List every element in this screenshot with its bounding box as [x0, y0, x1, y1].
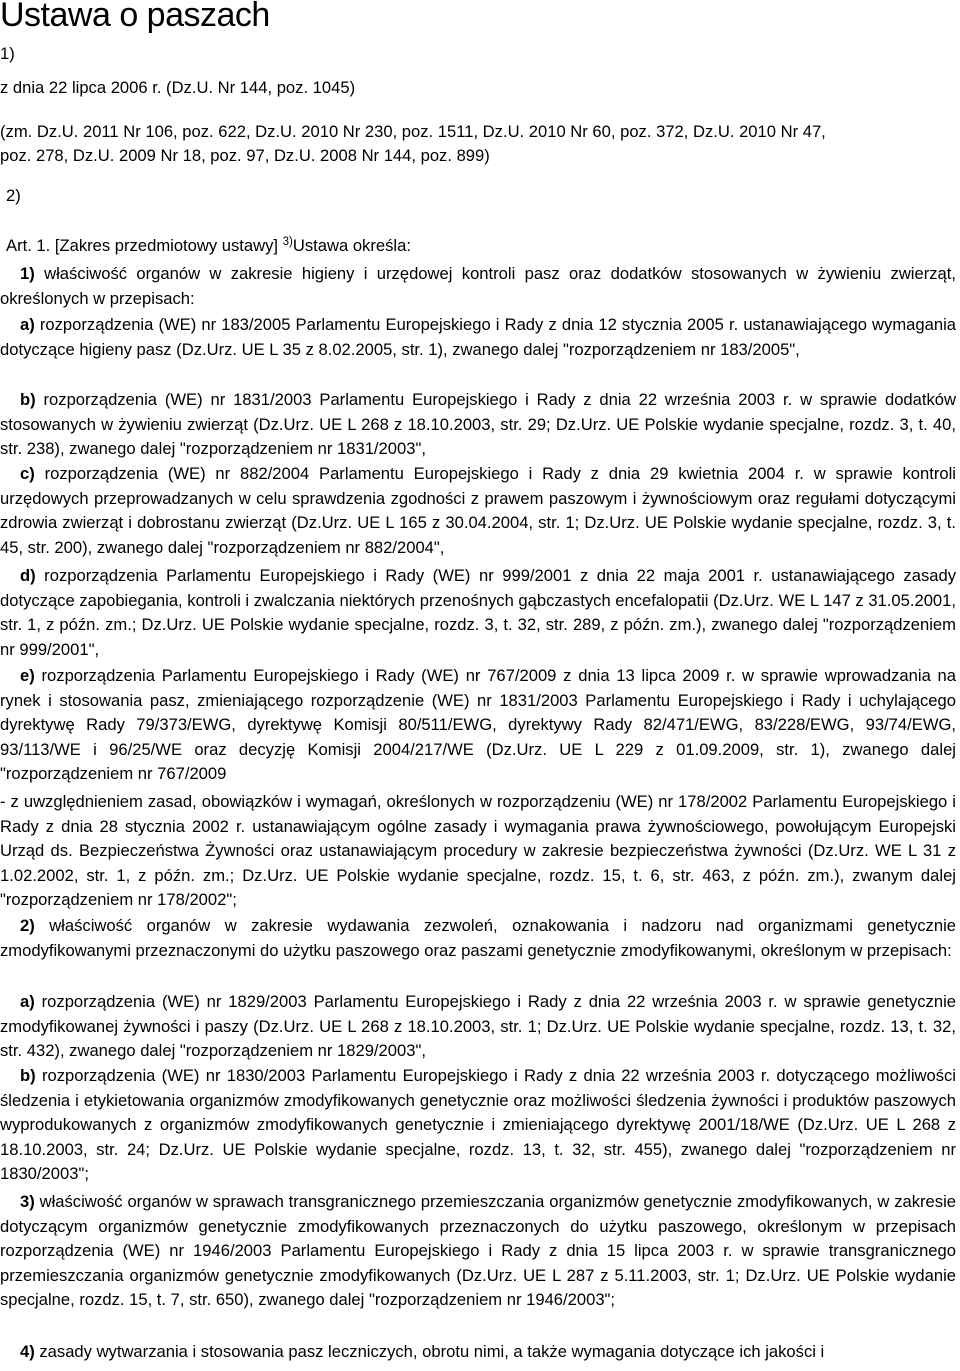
amendments-line-2: poz. 278, Dz.U. 2009 Nr 18, poz. 97, Dz.U. 2008 Nr 144, poz. 899) [0, 146, 490, 165]
paragraph-marker: a) [20, 992, 35, 1011]
paragraph-1 [0, 262, 956, 311]
paragraph-marker: e) [20, 666, 35, 685]
paragraph-text: rozporządzenia (WE) nr 1830/2003 Parlamentu Europejskiego i Rady z dnia 22 września 2003 r. dotyczącego możliwości śledzenia i etykietowania organizmów zmodyfikowanych genetycznie oraz możliwości śledzenia żywności i produktów paszowych wyprodukowanych z organizmów zmodyfikowanych genetycznie i zmieniającego dyrektywę 2001/18/WE (Dz.Urz. UE L 268 z 18.10.2003, str. 24; Dz.Urz. UE Polskie wydanie specjalne, rozdz. 13, t. 32, str. 455), zwanego dalej "rozporządzeniem nr 1830/2003"; [0, 1066, 956, 1184]
paragraph-4 [0, 1340, 956, 1365]
paragraph-text: rozporządzenia (WE) nr 882/2004 Parlamentu Europejskiego i Rady z dnia 29 kwietnia 2004 r. w sprawie kontroli urzędowych przeprowadzanych w celu sprawdzenia zgodności z prawem paszowym i żywnościowym oraz regułami dotyczącymi zdrowia zwierząt i dobrostanu zwierząt (Dz.Urz. UE L 165 z 30.04.2004, str. 1; Dz.Urz. UE Polskie wydanie specjalne, rozdz. 3, t. 45, str. 200), zwanego dalej "rozporządzeniem nr 882/2004", [0, 464, 956, 557]
paragraph-marker: b) [20, 390, 36, 409]
paragraph-2b [0, 1064, 956, 1187]
paragraph-marker: d) [20, 566, 36, 585]
article-heading-prefix: Art. 1. [Zakres przedmiotowy ustawy] [6, 236, 283, 255]
footnote-marker-2: 2) [6, 186, 21, 205]
paragraph-text: właściwość organów w sprawach transgranicznego przemieszczania organizmów genetycznie zmodyfikowanych, w zakresie dotyczącym organizmów genetycznie zmodyfikowanych przeznaczonych do użytku paszowego, określonym w przepisach rozporządzenia (WE) nr 1946/2003 Parlamentu Europejskiego i Rady z dnia 15 lipca 2003 r. w sprawie transgranicznego przemieszczania organizmów genetycznie zmodyfikowanych (Dz.Urz. UE L 287 z 5.11.2003, str. 1; Dz.Urz. UE Polskie wydanie specjalne, rozdz. 15, t. 7, str. 650), zwanego dalej "rozporządzeniem nr 1946/2003"; [0, 1192, 956, 1310]
paragraph-1c [0, 462, 956, 560]
paragraph-text: - z uwzględnieniem zasad, obowiązków i wymagań, określonych w rozporządzeniu (WE) nr 178/2002 Parlamentu Europejskiego i Rady z dnia 28 stycznia 2002 r. ustanawiającym ogólne zasady i wymagania prawa żywnościowego, powołującym Europejski Urząd ds. Bezpieczeństwa Żywności oraz ustanawiającym procedury w zakresie bezpieczeństwa żywności (Dz.Urz. WE L 31 z 1.02.2002, str. 1, z późn. zm.; Dz.Urz. UE Polskie wydanie specjalne, rozdz. 15, t. 6, str. 463, z późn. zm.), zwanym dalej "rozporządzeniem nr 178/2002"; [0, 792, 956, 910]
paragraph-text: rozporządzenia (WE) nr 1829/2003 Parlamentu Europejskiego i Rady z dnia 22 września 2003 r. w sprawie genetycznie zmodyfikowanej żywności i paszy (Dz.Urz. UE L 268 z 18.10.2003, str. 1; Dz.Urz. UE Polskie wydanie specjalne, rozdz. 13, t. 32, str. 432), zwanego dalej "rozporządzeniem nr 1829/2003", [0, 992, 956, 1061]
paragraph-marker: 2) [20, 916, 35, 935]
paragraph-3 [0, 1190, 956, 1313]
paragraph-marker: 3) [20, 1192, 35, 1211]
paragraph-1a [0, 313, 956, 362]
paragraph-1b [0, 388, 956, 462]
article-heading [6, 236, 411, 256]
paragraph-text: właściwość organów w zakresie higieny i urzędowej kontroli pasz oraz dodatków stosowanych w żywieniu zwierząt, określonych w przepisach: [0, 264, 956, 308]
paragraph-1d [0, 564, 956, 662]
paragraph-marker: 1) [20, 264, 35, 283]
amendments-line-1: (zm. Dz.U. 2011 Nr 106, poz. 622, Dz.U. 2010 Nr 230, poz. 1511, Dz.U. 2010 Nr 60, poz. 372, Dz.U. 2010 Nr 47, [0, 122, 826, 141]
paragraph-1-closing [0, 790, 956, 913]
paragraph-marker: a) [20, 315, 35, 334]
paragraph-1e [0, 664, 956, 787]
paragraph-marker: b) [20, 1066, 36, 1085]
paragraph-text: rozporządzenia Parlamentu Europejskiego i Rady (WE) nr 999/2001 z dnia 22 maja 2001 r. ustanawiającego zasady dotyczące zapobiegania, kontroli i zwalczania niektórych przenośnych gąbczastych encefalopatii (Dz.Urz. WE L 147 z 31.05.2001, str. 1, z późn. zm.; Dz.Urz. UE Polskie wydanie specjalne, rozdz. 3, t. 32, str. 289, z późn. zm.), zwanego dalej "rozporządzeniem nr 999/2001", [0, 566, 956, 659]
paragraph-text: rozporządzenia (WE) nr 1831/2003 Parlamentu Europejskiego i Rady z dnia 22 września 2003 r. w sprawie dodatków stosowanych w żywieniu zwierząt (Dz.Urz. UE L 268 z 18.10.2003, str. 29; Dz.Urz. UE Polskie wydanie specjalne, rozdz. 3, t. 40, str. 238), zwanego dalej "rozporządzeniem nr 1831/2003", [0, 390, 956, 459]
paragraph-2 [0, 914, 956, 963]
paragraph-marker: 4) [20, 1342, 35, 1361]
paragraph-text: właściwość organów w zakresie wydawania zezwoleń, oznakowania i nadzoru nad organizmami genetycznie zmodyfikowanymi przeznaczonymi do użytku paszowego oraz paszami genetycznie zmodyfikowanymi, określonym w przepisach: [0, 916, 956, 960]
document-title: Ustawa o paszach [0, 0, 270, 34]
paragraph-2a [0, 990, 956, 1064]
paragraph-marker: c) [20, 464, 35, 483]
paragraph-text: zasady wytwarzania i stosowania pasz leczniczych, obrotu nimi, a także wymagania dotyczące ich jakości i [34, 1342, 825, 1361]
publication-date-line: z dnia 22 lipca 2006 r. (Dz.U. Nr 144, poz. 1045) [0, 78, 356, 97]
paragraph-text: rozporządzenia Parlamentu Europejskiego i Rady (WE) nr 767/2009 z dnia 13 lipca 2009 r. w sprawie wprowadzania na rynek i stosowania pasz, zmieniającego rozporządzenie (WE) nr 1831/2003 Parlamentu Europejskiego i Rady i uchylającego dyrektywę Rady 79/373/EWG, dyrektywę Komisji 80/511/EWG, dyrektywy Rady 82/471/EWG, 83/228/EWG, 93/74/EWG, 93/113/WE i 96/25/WE oraz decyzję Komisji 2004/217/WE (Dz.Urz. UE L 229 z 01.09.2009, str. 1), zwanego dalej "rozporządzeniem nr 767/2009 [0, 666, 956, 784]
article-footnote-ref: 3) [282, 236, 293, 248]
paragraph-text: rozporządzenia (WE) nr 183/2005 Parlamentu Europejskiego i Rady z dnia 12 stycznia 2005 r. ustanawiającego wymagania dotyczące higieny pasz (Dz.Urz. UE L 35 z 8.02.2005, str. 1), zwanego dalej "rozporządzeniem nr 183/2005", [0, 315, 956, 359]
footnote-marker-1: 1) [0, 44, 15, 63]
article-heading-suffix: Ustawa określa: [292, 236, 411, 255]
